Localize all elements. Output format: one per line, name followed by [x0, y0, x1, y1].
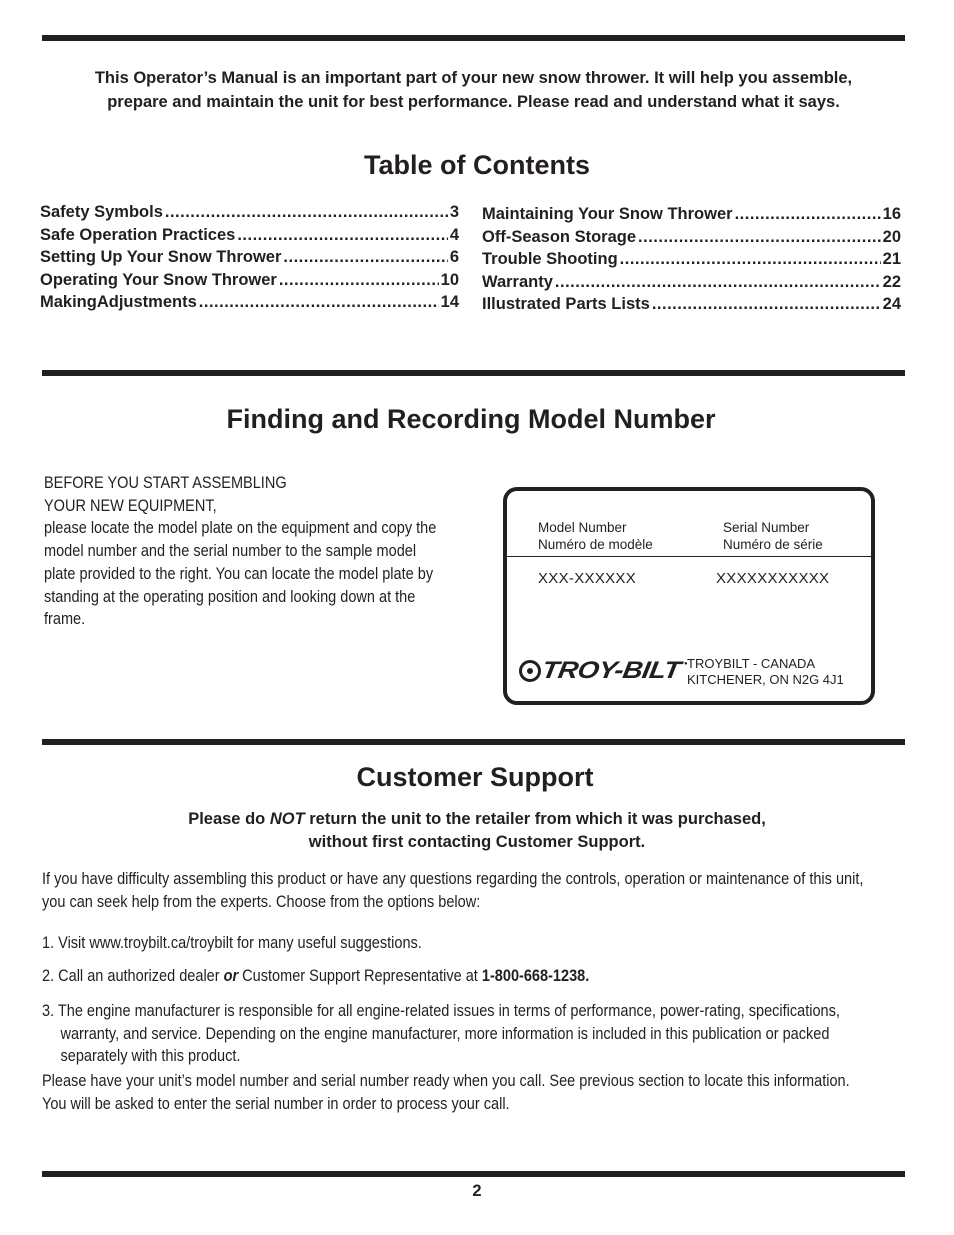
model-section-title: Finding and Recording Model Number: [226, 404, 716, 434]
toc-right-column: [482, 205, 901, 318]
section-rule: [42, 370, 905, 376]
toc-entry[interactable]: Illustrated Parts Lists ..... 24: [482, 295, 901, 318]
intro-text: This Operator’s Manual is an important part of your new snow thrower. It will help you assemble, prepare and maintain the unit for best performance. Please read and understand what it says.: [94, 69, 853, 111]
toc-entry[interactable]: Safety Symbols ..... 3: [40, 203, 459, 226]
model-number-label: Model Number Numéro de modèle: [538, 520, 653, 552]
toc-entry[interactable]: Setting Up Your Snow Thrower ..... 6: [40, 248, 459, 271]
toc-entry[interactable]: Safe Operation Practices ..... 4: [40, 226, 459, 249]
troy-bilt-logo: [519, 657, 688, 685]
sample-model-plate: [503, 487, 875, 705]
model-instructions: BEFORE YOU START ASSEMBLING YOUR NEW EQUIPMENT, please locate the model plate on the equipment and copy the model number and the serial number to the sample model plate provided to the right. You can locate the model plate by standing at the operating position and looking down at the frame.: [44, 474, 437, 629]
toc-left-column: [40, 203, 459, 316]
section-rule: [42, 739, 905, 745]
registered-mark-icon: ●: [684, 661, 688, 667]
support-phone-number: 1-800-668-1238.: [481, 967, 590, 985]
plate-address: TROYBILT - CANADA KITCHENER, ON N2G 4J1: [687, 656, 844, 687]
toc-entry[interactable]: Maintaining Your Snow Thrower ..... 16: [482, 205, 901, 228]
support-section-title: Customer Support: [356, 762, 594, 792]
support-warning: Please do NOT return the unit to the retailer from which it was purchased, without first contacting Customer Support.: [188, 810, 766, 851]
toc-title: Table of Contents: [364, 150, 590, 180]
page-number: 2: [472, 1182, 482, 1200]
support-intro-paragraph: If you have difficulty assembling this product or have any questions regarding the controls, operation or maintenance of this unit, you can seek help from the experts. Choose from the options below:: [42, 870, 864, 911]
support-option-2: 2. Call an authorized dealer or Customer Support Representative at 1-800-668-1238.: [42, 967, 590, 985]
logo-ring-icon: [519, 660, 541, 682]
support-closing-paragraph: Please have your unit’s model number and serial number ready when you call. See previous section to locate this information. You will be asked to enter the serial number in order to process your call.: [42, 1072, 850, 1113]
toc-entry[interactable]: Operating Your Snow Thrower ..... 10: [40, 271, 459, 294]
toc-entry[interactable]: Warranty ..... 22: [482, 273, 901, 296]
bottom-rule: [42, 1171, 905, 1177]
toc-entry[interactable]: Trouble Shooting ..... 21: [482, 250, 901, 273]
serial-number-label: Serial Number Numéro de série: [723, 520, 823, 552]
support-option-1: 1. Visit www.troybilt.ca/troybilt for many useful suggestions.: [42, 934, 422, 952]
plate-divider: [507, 556, 871, 557]
toc-entry[interactable]: MakingAdjustments ..... 14: [40, 293, 459, 316]
toc-entry[interactable]: Off-Season Storage ..... 20: [482, 228, 901, 251]
top-rule: [42, 35, 905, 41]
logo-wordmark: TROY-BILT: [539, 657, 683, 684]
support-option-3: 3. The engine manufacturer is responsible for all engine-related issues in terms of performance, power-rating, specifications, warranty, and service. Depending on the engine manufacturer, more information is included in this publication or packed separately with this product.: [42, 1002, 840, 1065]
serial-number-value: XXXXXXXXXXX: [716, 570, 830, 587]
model-number-value: XXX-XXXXXX: [538, 570, 637, 587]
